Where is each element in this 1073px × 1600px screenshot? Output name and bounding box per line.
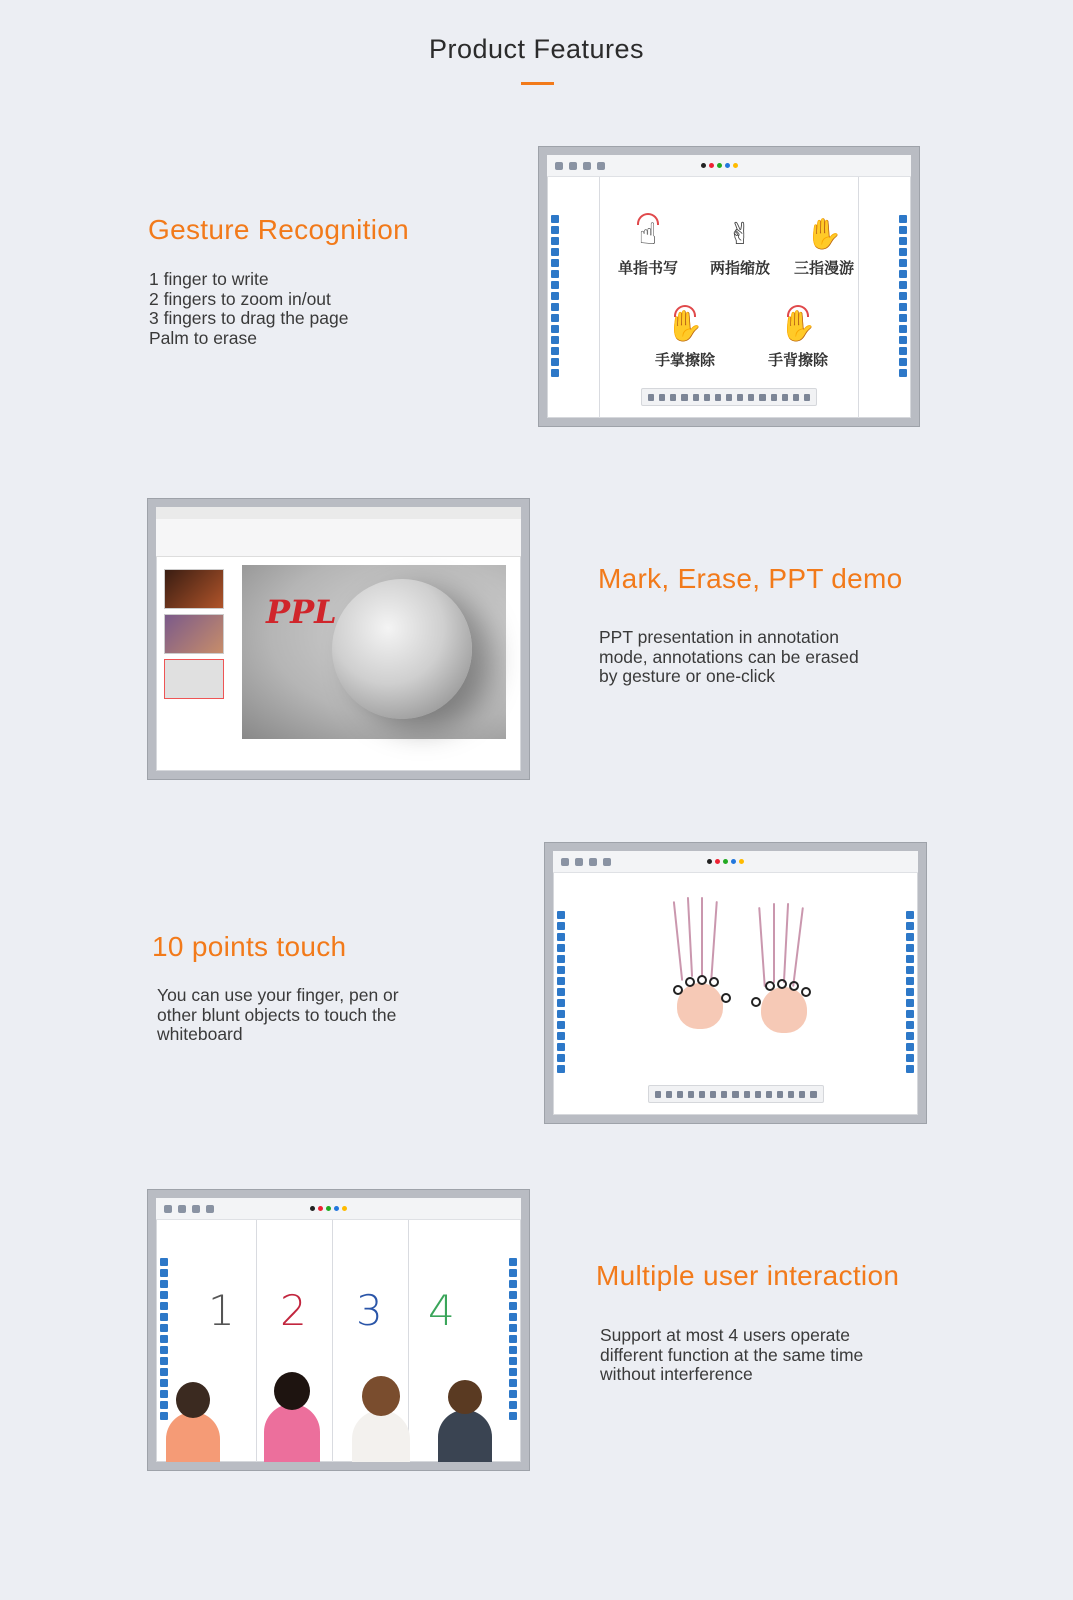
child-figure xyxy=(264,1404,320,1470)
feature-title-ppt: Mark, Erase, PPT demo xyxy=(598,563,903,594)
whiteboard-bottom-toolbar xyxy=(648,1085,824,1103)
ppt-ribbon xyxy=(156,507,521,557)
ppt-whiteboard-image xyxy=(148,499,529,779)
feature-desc-gesture: 1 finger to write 2 fingers to zoom in/out 3 fingers to drag the page Palm to erase xyxy=(149,269,349,348)
one-finger-icon: ☝ xyxy=(638,218,658,251)
feature-desc-ppt: PPT presentation in annotation mode, annotations can be erased by gesture or one-click xyxy=(599,627,859,686)
whiteboard-toolbar xyxy=(547,155,911,177)
gesture-one-finger: ☝ 单指书写 xyxy=(603,217,693,278)
gesture-palm-erase: ✋ 手掌擦除 xyxy=(640,309,730,370)
left-hand-icon xyxy=(671,901,731,1031)
child-figure xyxy=(438,1410,492,1470)
whiteboard-bottom-toolbar xyxy=(641,388,817,406)
feature-desc-multi-user: Support at most 4 users operate different function at the same time without interference xyxy=(600,1325,864,1384)
feature-title-multi-user: Multiple user interaction xyxy=(596,1260,900,1291)
ppt-annotation: PPL xyxy=(266,593,337,631)
feature-title-touch: 10 points touch xyxy=(152,931,347,962)
page-title: Product Features xyxy=(428,34,645,64)
user-number-2: 2 xyxy=(280,1286,307,1335)
user-number-1: 1 xyxy=(208,1286,235,1335)
three-finger-drag-icon: ✋ xyxy=(805,218,843,251)
two-finger-zoom-icon: ✌ xyxy=(727,218,753,251)
child-figure xyxy=(166,1412,220,1470)
feature-title-gesture: Gesture Recognition xyxy=(148,214,409,245)
gesture-whiteboard-image xyxy=(539,147,919,426)
palm-erase-icon: ✋ xyxy=(666,310,704,343)
back-of-hand-erase-icon: ✋ xyxy=(779,310,817,343)
child-figure xyxy=(352,1410,410,1470)
ppt-thumbnails xyxy=(164,569,228,704)
user-number-4: 4 xyxy=(428,1286,455,1335)
multi-user-whiteboard-image xyxy=(148,1190,529,1470)
whiteboard-toolbar xyxy=(156,1198,521,1220)
whiteboard-toolbar xyxy=(553,851,918,873)
gesture-two-finger: ✌ 两指缩放 xyxy=(695,217,785,278)
ppt-slide xyxy=(242,565,506,739)
gesture-three-finger: ✋ 三指漫游 xyxy=(779,217,869,278)
gesture-back-hand-erase: ✋ 手背擦除 xyxy=(753,309,843,370)
user-number-3: 3 xyxy=(356,1286,383,1335)
touch-whiteboard-image xyxy=(545,843,926,1123)
right-hand-icon xyxy=(751,907,811,1037)
feature-desc-touch: You can use your finger, pen or other blunt objects to touch the whiteboard xyxy=(157,985,399,1044)
title-underline xyxy=(521,82,554,85)
